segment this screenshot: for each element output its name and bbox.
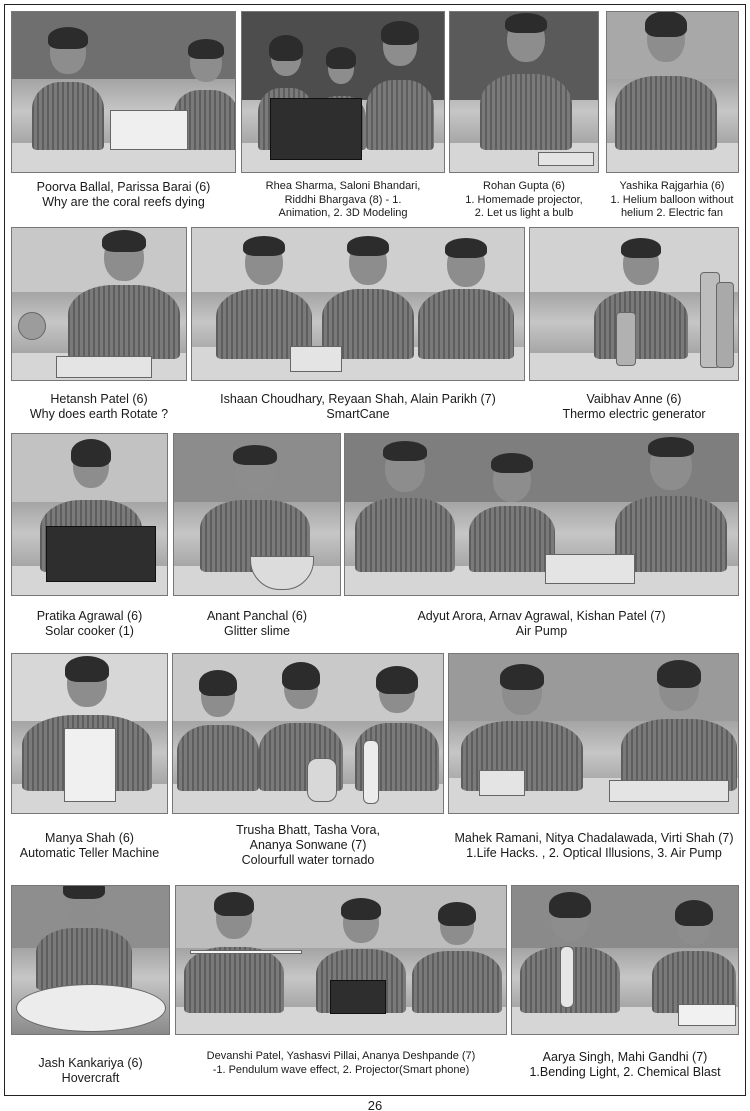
caption-line: Manya Shah (6) xyxy=(45,831,134,845)
caption-line: Hetansh Patel (6) xyxy=(50,392,148,406)
caption-line: Hovercraft xyxy=(61,1071,120,1085)
caption-line: Poorva Ballal, Parissa Barai (6) xyxy=(36,180,211,194)
caption-line: Trusha Bhatt, Tasha Vora, xyxy=(236,823,380,837)
caption-line: Adyut Arora, Arnav Agrawal, Kishan Patel (7) xyxy=(417,609,666,623)
caption-line: Vaibhav Anne (6) xyxy=(586,392,682,406)
caption-glitter-slime xyxy=(173,609,341,639)
caption-air-pump xyxy=(344,609,739,639)
caption-pendulum xyxy=(172,1050,510,1077)
caption-line: Jash Kankariya (6) xyxy=(38,1056,143,1070)
caption-animation xyxy=(241,180,445,221)
photo-projector xyxy=(449,11,599,173)
caption-line: Thermo electric generator xyxy=(562,407,706,421)
caption-line: 1.Life Hacks. , 2. Optical Illusions, 3. Air Pump xyxy=(466,846,722,860)
caption-line: Riddhi Bhargava (8) - 1. xyxy=(284,193,402,206)
caption-line: SmartCane xyxy=(326,407,390,421)
photo-thermo-generator xyxy=(529,227,739,381)
caption-smartcane xyxy=(191,392,525,422)
photo-glitter-slime xyxy=(173,433,341,596)
caption-line: Ishaan Choudhary, Reyaan Shah, Alain Parikh (7) xyxy=(220,392,496,406)
caption-thermo-generator xyxy=(529,392,739,422)
caption-line: Glitter slime xyxy=(224,624,290,638)
caption-line: Why are the coral reefs dying xyxy=(42,195,205,209)
photo-bending-light xyxy=(511,885,739,1035)
caption-line: Aarya Singh, Mahi Gandhi (7) xyxy=(542,1050,708,1064)
caption-coral-reefs xyxy=(11,180,236,210)
caption-line: helium 2. Electric fan xyxy=(620,207,724,219)
caption-line: Pratika Agrawal (6) xyxy=(36,609,143,623)
caption-line: -1. Pendulum wave effect, 2. Projector(Smart phone) xyxy=(212,1063,470,1076)
photo-life-hacks xyxy=(448,653,739,814)
photo-earth-rotate xyxy=(11,227,187,381)
caption-line: Air Pump xyxy=(515,624,568,638)
caption-projector xyxy=(449,180,599,221)
caption-life-hacks xyxy=(446,831,742,861)
caption-line: Mahek Ramani, Nitya Chadalawada, Virti Shah (7) xyxy=(454,831,734,845)
caption-helium-balloon xyxy=(600,180,744,221)
caption-line: Anant Panchal (6) xyxy=(206,609,308,623)
photo-smartcane xyxy=(191,227,525,381)
caption-line: 1. Homemade projector, xyxy=(465,193,583,206)
photo-coral-reefs xyxy=(11,11,236,173)
photo-hovercraft xyxy=(11,885,170,1035)
caption-bending-light xyxy=(511,1050,739,1080)
caption-line: Yashika Rajgarhia (6) xyxy=(619,180,725,192)
caption-atm xyxy=(11,831,168,861)
caption-earth-rotate xyxy=(11,392,187,422)
caption-line: Why does earth Rotate ? xyxy=(29,407,169,421)
photo-atm xyxy=(11,653,168,814)
caption-hovercraft xyxy=(11,1056,170,1086)
caption-line: Solar cooker (1) xyxy=(45,624,134,638)
photo-pendulum xyxy=(175,885,507,1035)
photo-helium-balloon xyxy=(606,11,739,173)
caption-line: Rohan Gupta (6) xyxy=(483,180,565,192)
caption-solar-cooker xyxy=(11,609,168,639)
caption-line: 2. Let us light a bulb xyxy=(474,207,574,219)
caption-line: Animation, 2. 3D Modeling xyxy=(278,207,408,219)
caption-water-tornado xyxy=(172,823,444,868)
caption-line: Rhea Sharma, Saloni Bhandari, xyxy=(265,180,421,192)
photo-animation xyxy=(241,11,445,173)
photo-solar-cooker xyxy=(11,433,168,596)
caption-line: Ananya Sonwane (7) xyxy=(249,838,367,852)
caption-line: Colourfull water tornado xyxy=(241,853,375,867)
page-number: 26 xyxy=(367,1098,383,1111)
caption-line: 1. Helium balloon without xyxy=(610,193,734,206)
caption-line: Automatic Teller Machine xyxy=(19,846,160,860)
photo-water-tornado xyxy=(172,653,444,814)
photo-air-pump xyxy=(344,433,739,596)
caption-line: 1.Bending Light, 2. Chemical Blast xyxy=(529,1065,721,1079)
caption-line: Devanshi Patel, Yashasvi Pillai, Ananya Deshpande (7) xyxy=(206,1050,476,1062)
